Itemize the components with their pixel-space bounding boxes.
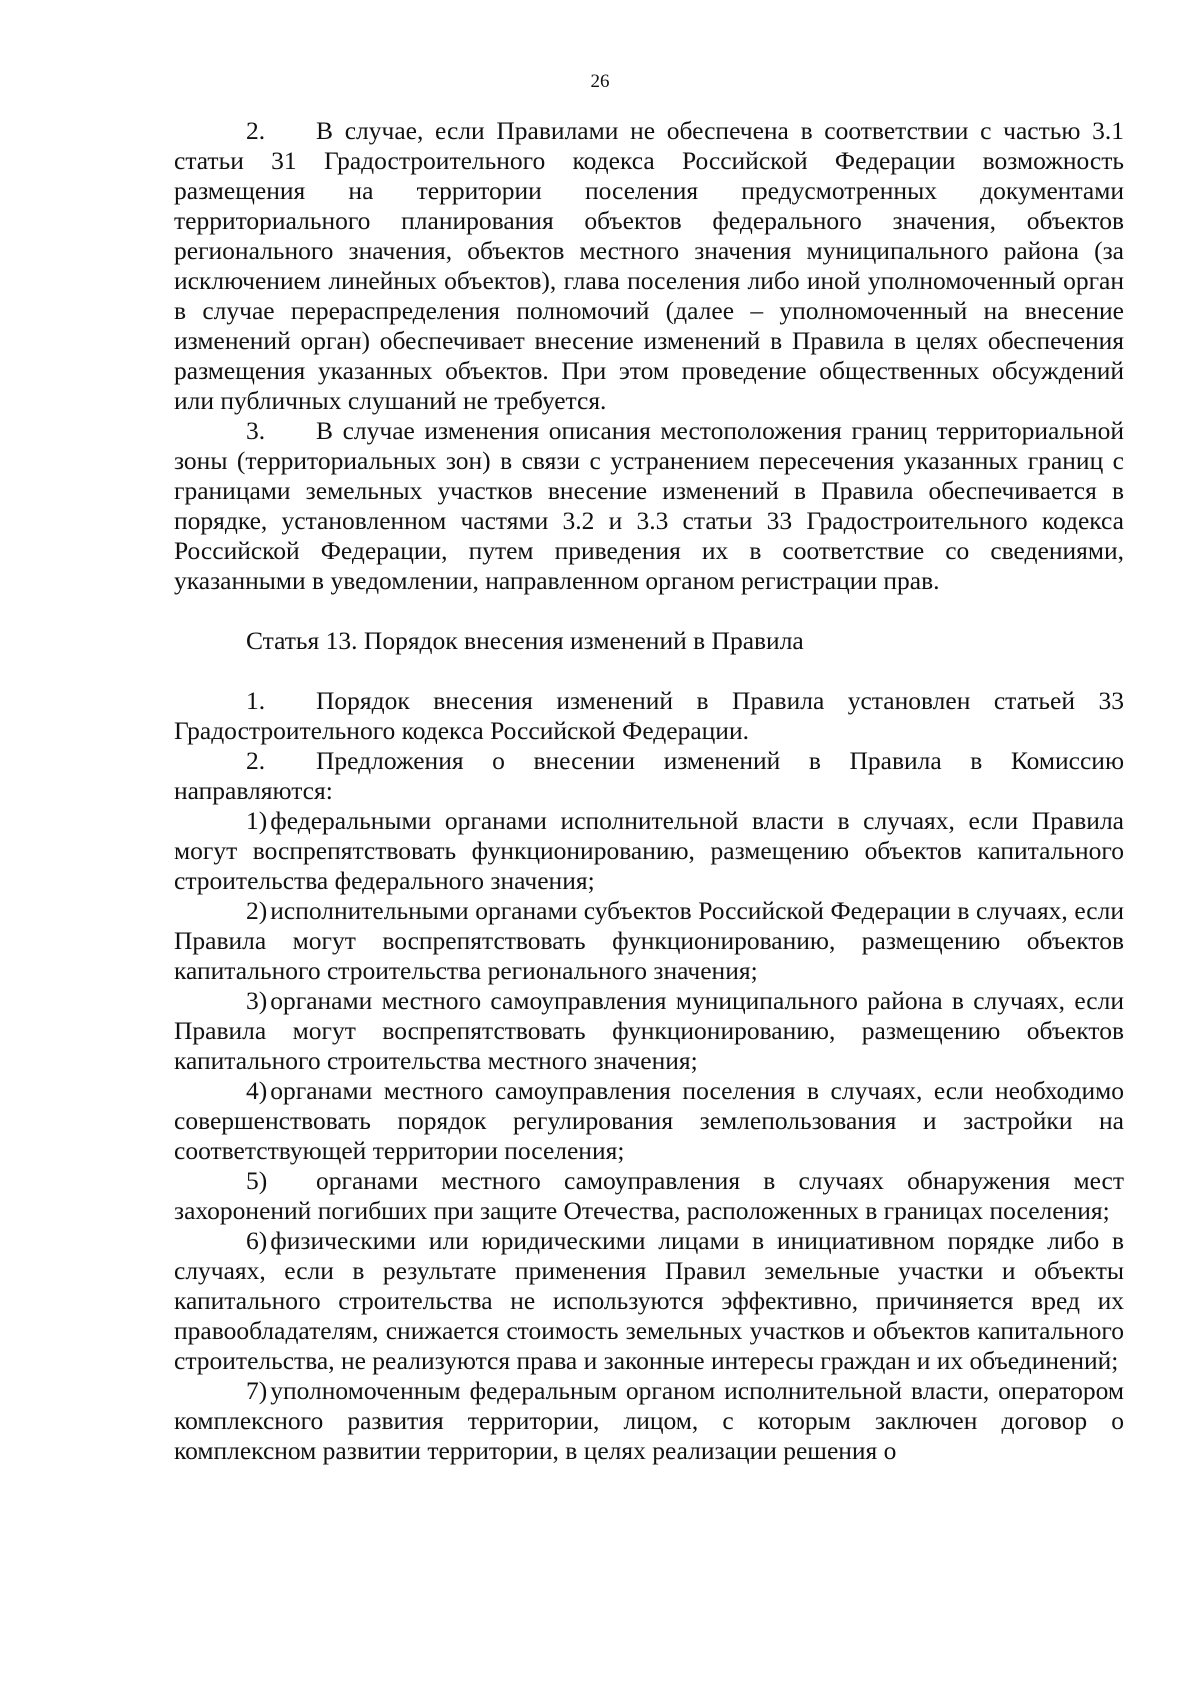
list-item-number: 5) <box>246 1166 268 1195</box>
list-item-text: органами местного самоуправления поселения в случаях, если необходимо совершенствовать порядок регулирования землепользования и застройки на соответствующей территории поселения; <box>174 1076 1124 1165</box>
paragraph-number: 2. <box>246 746 266 775</box>
list-item-number: 7) <box>246 1376 268 1405</box>
list-item-number: 1) <box>246 806 268 835</box>
article-heading: Статья 13. Порядок внесения изменений в Правила <box>246 626 804 655</box>
paragraph <box>174 416 1124 596</box>
paragraph-text: В случае изменения описания местоположения границ территориальной зоны (территориальных зон) в связи с устранением пересечения указанных границ с границами земельных участков внесение изменений в Правила обеспечивается в порядке, установленном частями 3.2 и 3.3 статьи 33 Градостроительного кодекса Российской Федерации, путем приведения их в соответствие со сведениями, указанными в уведомлении, направленном органом регистрации прав. <box>174 416 1124 595</box>
list-item-text: уполномоченным федеральным органом исполнительной власти, оператором комплексного развития территории, лицом, с которым заключен договор о комплексном развитии территории, в целях реализации решения о <box>174 1376 1124 1465</box>
paragraph-number: 1. <box>246 686 266 715</box>
list-item-text: физическими или юридическими лицами в инициативном порядке либо в случаях, если в результате применения Правил земельные участки и объекты капитального строительства не используются эффективно, причиняется вред их правообладателям, снижается стоимость земельных участков и объектов капитального строительства, не реализуются права и законные интересы граждан и их объединений; <box>174 1226 1124 1375</box>
list-item <box>174 1226 1124 1376</box>
list-item <box>174 1376 1124 1466</box>
paragraph-text: Порядок внесения изменений в Правила установлен статьей 33 Градостроительного кодекса Российской Федерации. <box>174 686 1124 745</box>
list-item-text: органами местного самоуправления муниципального района в случаях, если Правила могут воспрепятствовать функционированию, размещению объектов капитального строительства местного значения; <box>174 986 1124 1075</box>
list-item-number: 4) <box>246 1076 268 1105</box>
list-item-number: 6) <box>246 1226 268 1255</box>
list-item-text: органами местного самоуправления в случаях обнаружения мест захоронений погибших при защите Отечества, расположенных в границах поселения; <box>174 1166 1124 1225</box>
list-item-number: 3) <box>246 986 268 1015</box>
document-body <box>174 116 1124 1466</box>
list-item <box>174 986 1124 1076</box>
paragraph-number: 3. <box>246 416 266 445</box>
list-item <box>174 1166 1124 1226</box>
paragraph <box>174 116 1124 416</box>
list-item <box>174 806 1124 896</box>
paragraph-text: Предложения о внесении изменений в Правила в Комиссию направляются: <box>174 746 1124 805</box>
list-item <box>174 1076 1124 1166</box>
paragraph <box>174 746 1124 806</box>
paragraph <box>174 686 1124 746</box>
paragraph-number: 2. <box>246 116 266 145</box>
list-item <box>174 896 1124 986</box>
list-item-text: исполнительными органами субъектов Российской Федерации в случаях, если Правила могут воспрепятствовать функционированию, размещению объектов капитального строительства регионального значения; <box>174 896 1124 985</box>
page-number: 26 <box>590 71 610 92</box>
list-item-text: федеральными органами исполнительной власти в случаях, если Правила могут воспрепятствовать функционированию, размещению объектов капитального строительства федерального значения; <box>174 806 1124 895</box>
list-item-number: 2) <box>246 896 268 925</box>
paragraph-text: В случае, если Правилами не обеспечена в соответствии с частью 3.1 статьи 31 Градостроительного кодекса Российской Федерации возможность размещения на территории поселения предусмотренных документами территориального планирования объектов федерального значения, объектов регионального значения, объектов местного значения муниципального района (за исключением линейных объектов), глава поселения либо иной уполномоченный орган в случае перераспределения полномочий (далее – уполномоченный на внесение изменений орган) обеспечивает внесение изменений в Правила в целях обеспечения размещения указанных объектов. При этом проведение общественных обсуждений или публичных слушаний не требуется. <box>174 116 1124 415</box>
